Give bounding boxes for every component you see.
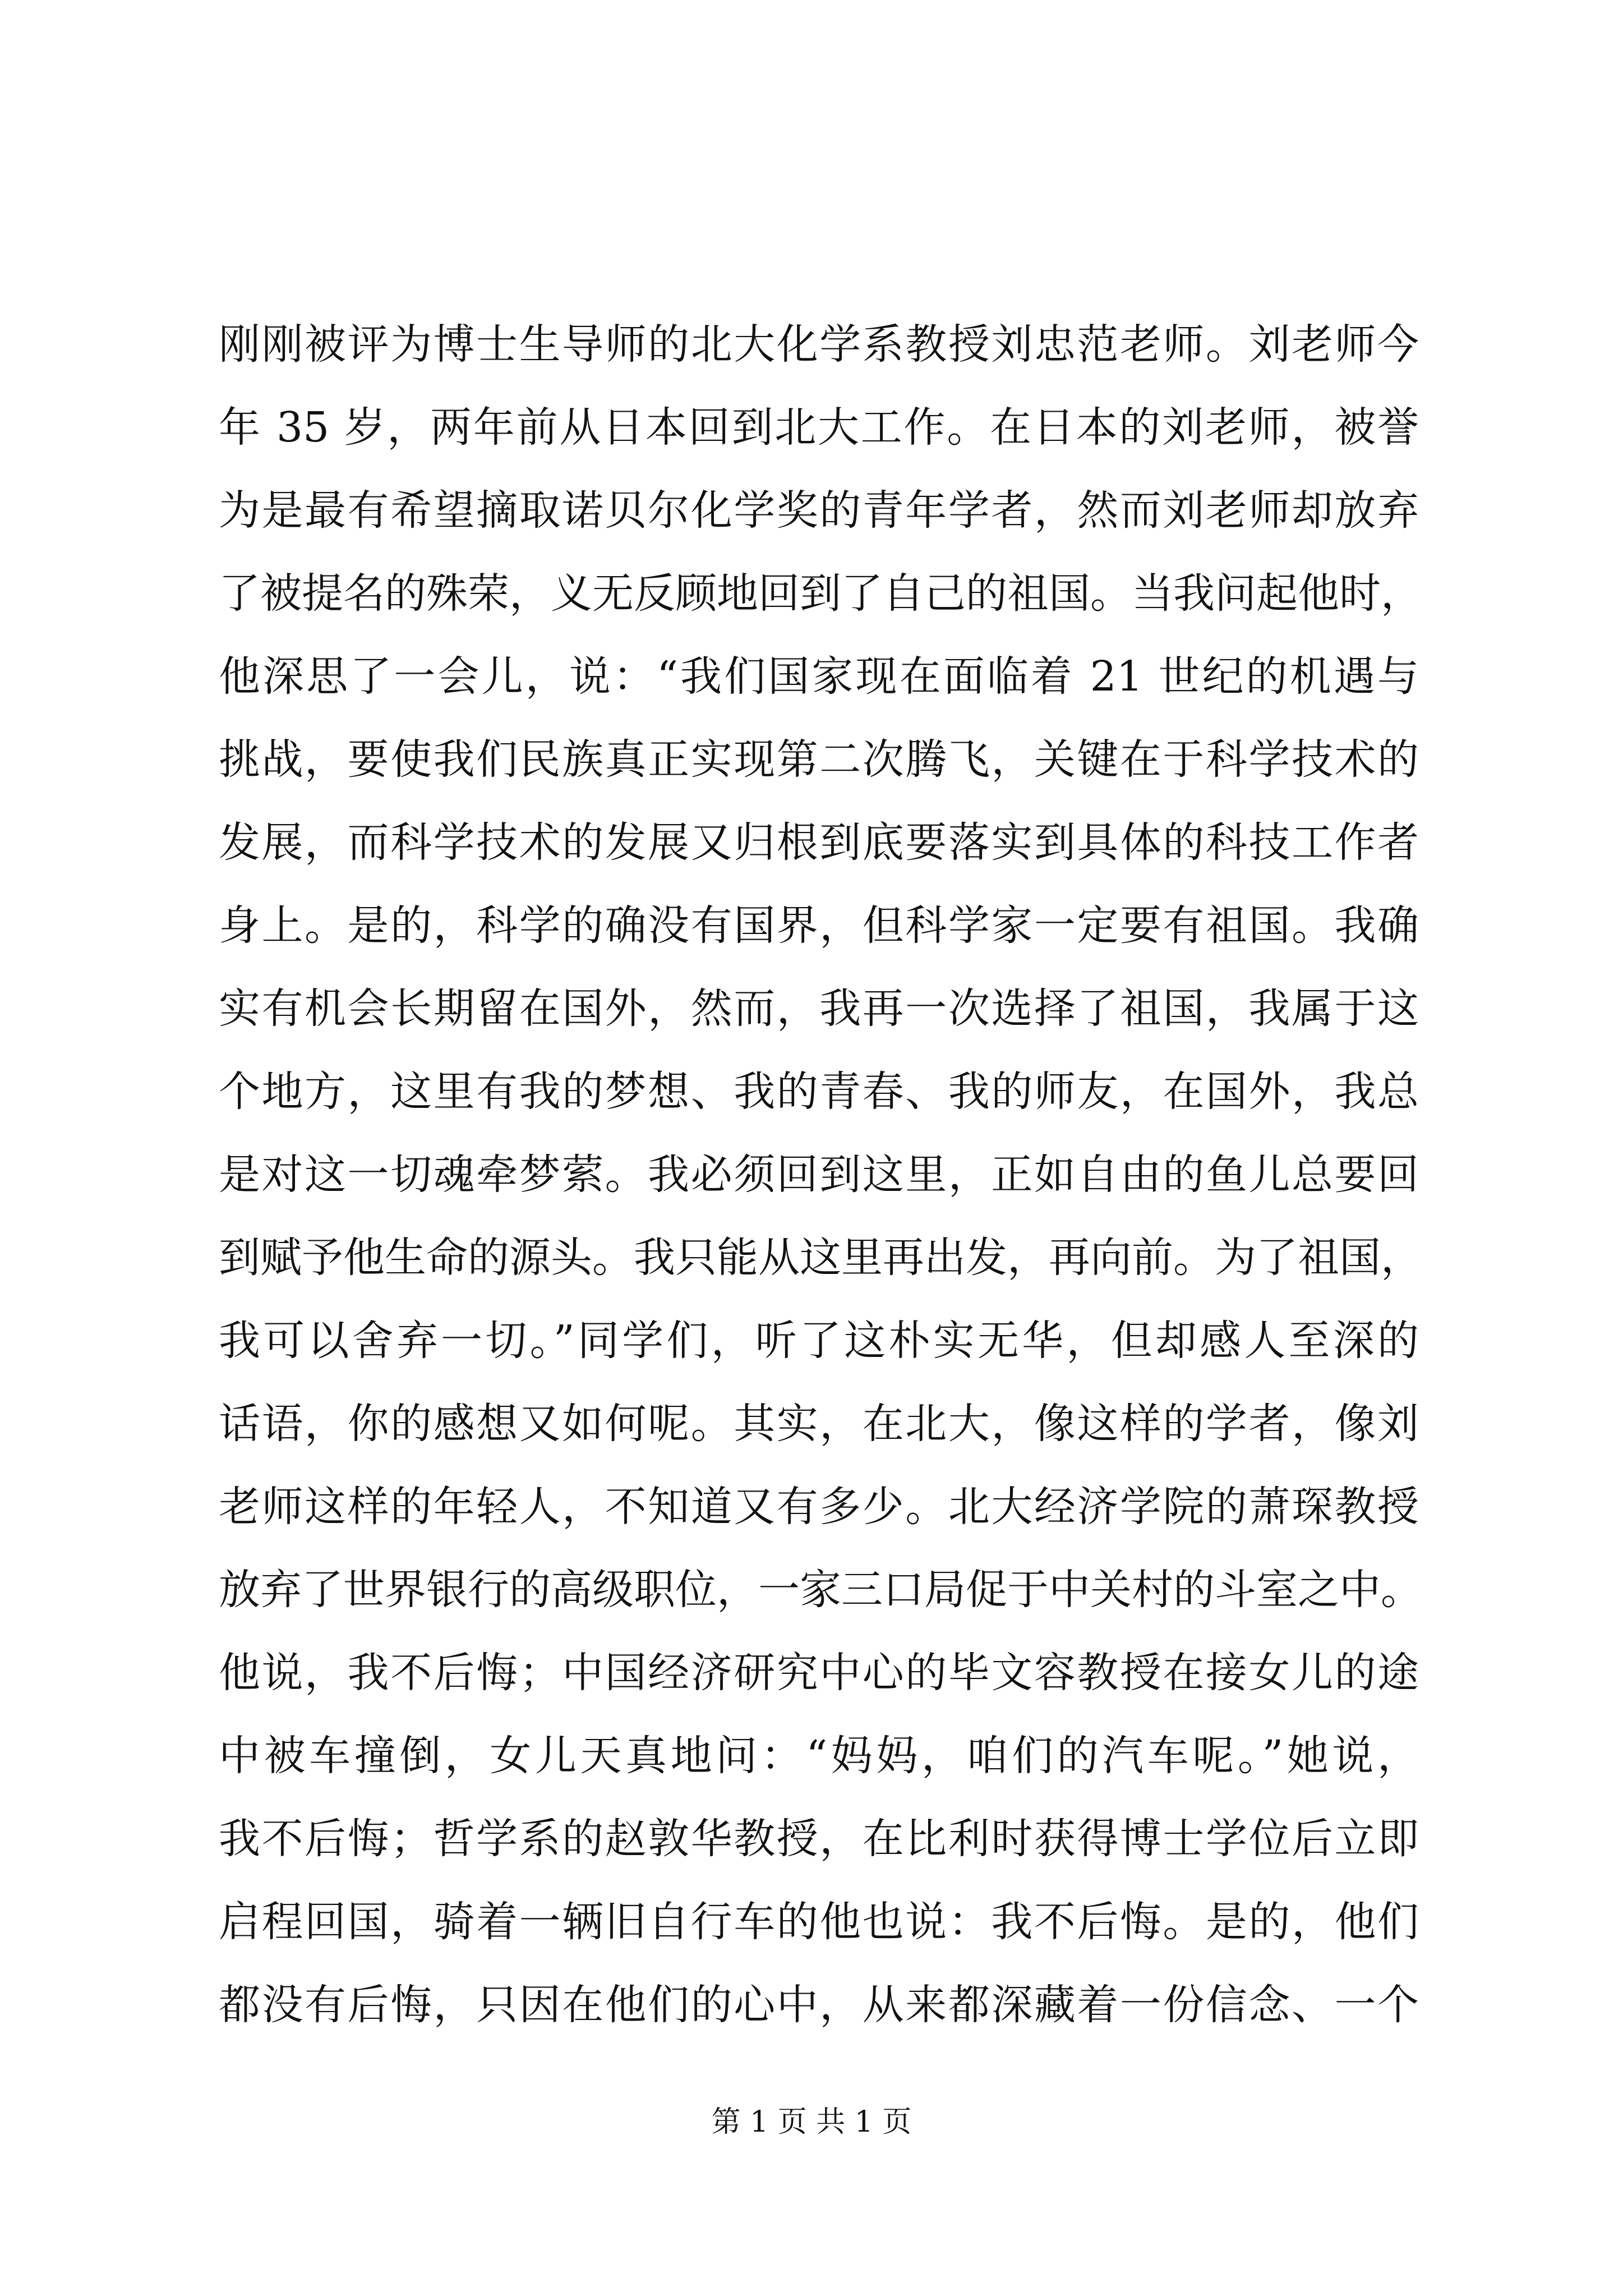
text-line: 到赋予他生命的源头。我只能从这里再出发，再向前。为了祖国，	[219, 1234, 1422, 1282]
body-text	[219, 303, 1422, 2046]
text-line: 老师这样的年轻人，不知道又有多少。北大经济学院的萧琛教授	[219, 1483, 1419, 1531]
text-line: 发展，而科学技术的发展又归根到底要落实到具体的科技工作者	[219, 818, 1419, 867]
text-line: 都没有后悔，只因在他们的心中，从来都深藏着一份信念、一个	[219, 1981, 1419, 2029]
text-line: 话语，你的感想又如何呢。其实，在北大，像这样的学者，像刘	[219, 1400, 1419, 1448]
text-line: 启程回国，骑着一辆旧自行车的他也说：我不后悔。是的，他们	[219, 1898, 1419, 1946]
text-line: 他深思了一会儿，说：“我们国家现在面临着 21 世纪的机遇与	[219, 652, 1419, 701]
text-line: 是对这一切魂牵梦萦。我必须回到这里，正如自由的鱼儿总要回	[219, 1151, 1419, 1199]
text-line: 挑战，要使我们民族真正实现第二次腾飞，关键在于科学技术的	[219, 735, 1419, 784]
page-footer	[0, 2102, 1623, 2142]
text-line: 个地方，这里有我的梦想、我的青春、我的师友，在国外，我总	[219, 1068, 1419, 1116]
text-line: 刚刚被评为博士生导师的北大化学系教授刘忠范老师。刘老师今	[219, 320, 1419, 369]
text-line: 年 35 岁，两年前从日本回到北大工作。在日本的刘老师，被誉	[219, 403, 1419, 452]
page-number: 第 1 页 共 1 页	[711, 2105, 912, 2139]
text-line: 身上。是的，科学的确没有国界，但科学家一定要有祖国。我确	[219, 901, 1419, 950]
text-line: 中被车撞倒，女儿天真地问：“妈妈，咱们的汽车呢。”她说，	[219, 1732, 1419, 1780]
text-line: 了被提名的殊荣，义无反顾地回到了自己的祖国。当我问起他时，	[219, 569, 1422, 618]
text-line: 他说，我不后悔；中国经济研究中心的毕文容教授在接女儿的途	[219, 1649, 1419, 1697]
text-line: 实有机会长期留在国外，然而，我再一次选择了祖国，我属于这	[219, 984, 1419, 1033]
text-line: 我不后悔；哲学系的赵敦华教授，在比利时获得博士学位后立即	[219, 1815, 1419, 1863]
text-line: 我可以舍弃一切。”同学们，听了这朴实无华，但却感人至深的	[219, 1317, 1419, 1365]
text-line: 放弃了世界银行的高级职位，一家三口局促于中关村的斗室之中。	[219, 1566, 1422, 1614]
text-line: 为是最有希望摘取诺贝尔化学奖的青年学者，然而刘老师却放弃	[219, 486, 1419, 535]
